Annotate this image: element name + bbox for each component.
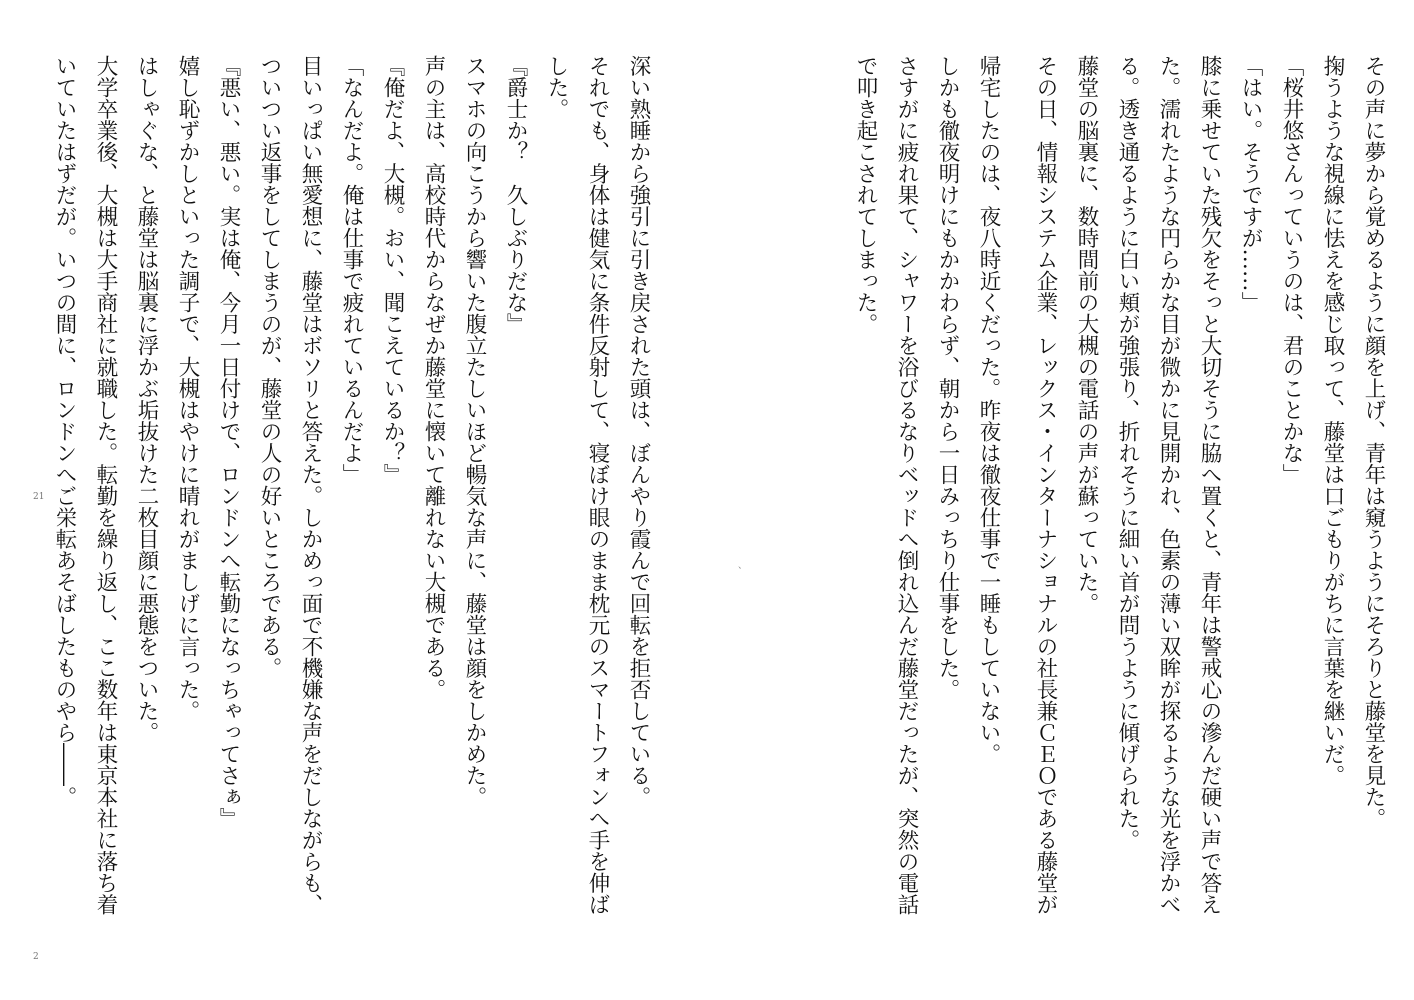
text-line: 藤堂の脳裏に、数時間前の大槻の電話の声が蘇っていた。: [1074, 55, 1099, 614]
text-line: 掬うような視線に怯えを感じ取って、藤堂は口ごもりがちに言葉を継いだ。: [1320, 55, 1345, 786]
text-line: 帰宅したのは、夜八時近くだった。昨夜は徹夜仕事で一睡もしていない。: [976, 55, 1001, 765]
text-line: その声に夢から覚めるように顔を上げ、青年は窺うようにそろりと藤堂を見た。: [1361, 55, 1386, 829]
left-page-text: [44, 55, 659, 955]
page-number-mark: 21: [33, 492, 45, 502]
text-line: した。: [544, 55, 569, 120]
right-page: [707, 0, 1414, 1000]
text-line: 『爵士か？ 久しぶりだな』: [503, 55, 528, 335]
text-line: さすがに疲れ果て、シャワーを浴びるなりベッドへ倒れ込んだ藤堂だったが、突然の電話: [894, 55, 919, 915]
text-line: 目いっぱい無愛想に、藤堂はボソリと答えた。しかめっ面で不機嫌な声をだしながらも、: [298, 55, 323, 915]
text-line: で叩き起こされてしまった。: [853, 55, 878, 335]
text-line: 嬉し恥ずかしといった調子で、大槻はやけに晴れがましげに言った。: [175, 55, 200, 722]
text-line: その日、情報システム企業、レックス・インターナショナルの社長兼ＣＥＯである藤堂が: [1033, 55, 1058, 915]
text-line: しかも徹夜明けにもかかわらず、朝から一日みっちり仕事をした。: [935, 55, 960, 700]
text-line: 「はい。そうですが……」: [1238, 55, 1263, 313]
text-line: る。透き通るように白い頬が強張り、折れそうに細い首が問うように傾げられた。: [1115, 55, 1140, 851]
text-line: た。濡れたような円らかな目が微かに見開かれ、色素の薄い双眸が探るような光を浮かべ: [1156, 55, 1181, 915]
text-line: ついつい返事をしてしまうのが、藤堂の人の好いところである。: [257, 55, 282, 679]
text-line: いていたはずだが。いつの間に、ロンドンへご栄転あそばしたものやら――。: [52, 55, 77, 808]
text-line: スマホの向こうから響いた腹立たしいほど暢気な声に、藤堂は顔をしかめた。: [462, 55, 487, 808]
text-line: 深い熟睡から強引に引き戻された頭は、ぼんやり霞んで回転を拒否している。: [626, 55, 651, 808]
text-line: 『俺だよ、大槻。おい、聞こえているか？』: [380, 55, 405, 485]
text-line: 「桜井悠さんっていうのは、君のことかな」: [1279, 55, 1304, 485]
text-line: 声の主は、高校時代からなぜか藤堂に懐いて離れない大槻である。: [421, 55, 446, 700]
text-line: 『悪い、悪い。実は俺、今月一日付けで、ロンドンへ転勤になっちゃってさぁ』: [216, 55, 241, 829]
text-line: それでも、身体は健気に条件反射して、寝ぼけ眼のまま枕元のスマートフォンへ手を伸ば: [585, 55, 610, 915]
right-page-text: [845, 55, 1394, 955]
text-line: はしゃぐな、と藤堂は脳裏に浮かぶ垢抜けた二枚目顔に悪態をついた。: [134, 55, 159, 743]
text-line: 膝に乗せていた残欠をそっと大切そうに脇へ置くと、青年は警戒心の滲んだ硬い声で答え: [1197, 55, 1222, 915]
text-line: 「なんだよ。俺は仕事で疲れているんだよ」: [339, 55, 364, 485]
page-number: 2: [33, 952, 39, 962]
center-mark: 、: [738, 561, 748, 571]
text-line: 大学卒業後、大槻は大手商社に就職した。転勤を繰り返し、ここ数年は東京本社に落ち着: [93, 55, 118, 915]
